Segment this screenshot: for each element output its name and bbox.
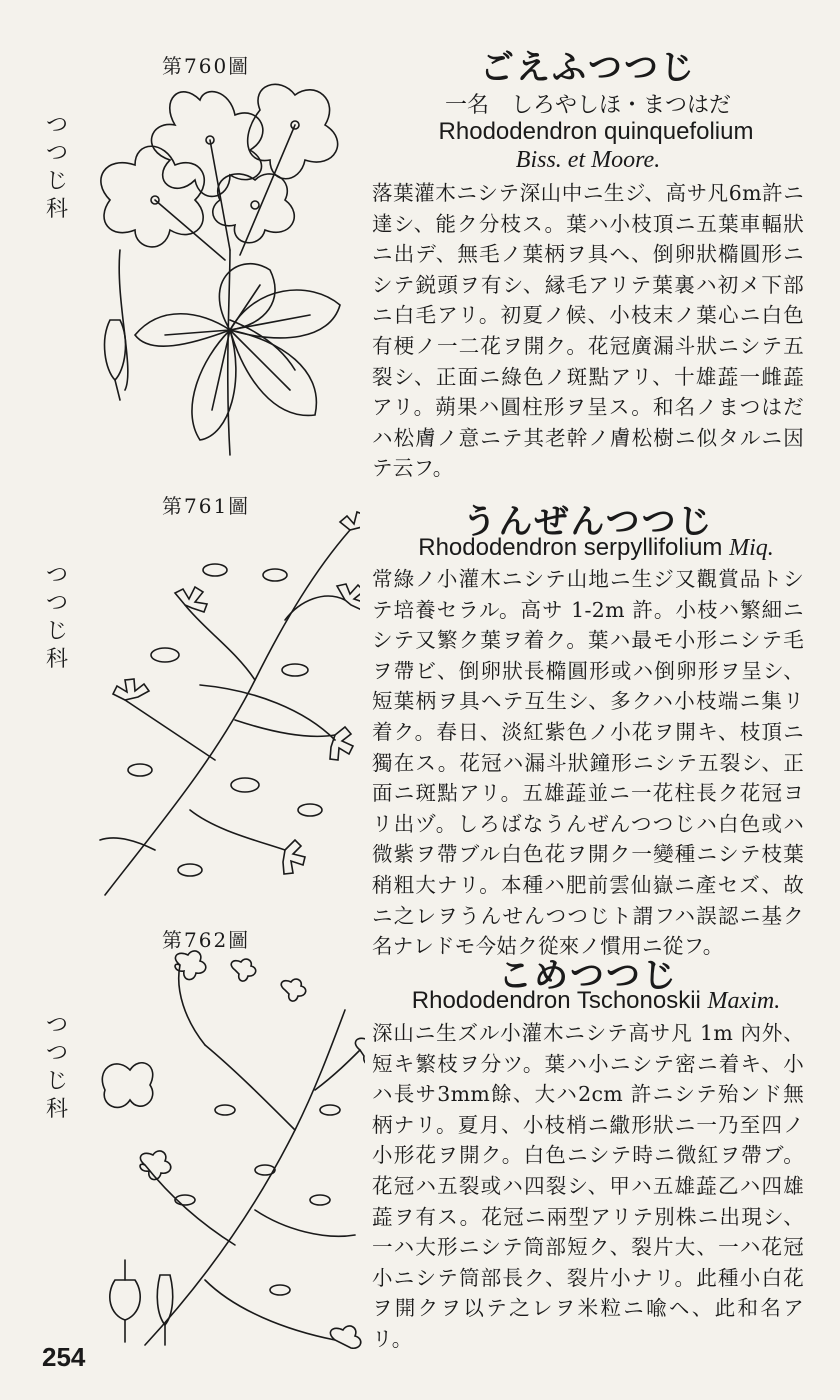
scientific-name bbox=[376, 987, 816, 1015]
page-number: 254 bbox=[42, 1342, 86, 1372]
family-label: つつじ科 bbox=[45, 113, 68, 222]
japanese-name: ごえふつつじ bbox=[480, 48, 696, 88]
family-label: つつじ科 bbox=[45, 1013, 68, 1122]
scientific-binomial: Rhododendron Tschonoskii bbox=[411, 987, 701, 1014]
japanese-name: こめつつじ bbox=[498, 956, 678, 996]
scientific-name bbox=[376, 534, 816, 562]
plant-illustration-icon bbox=[85, 950, 365, 1350]
figure-number: 第760圖 bbox=[162, 54, 251, 78]
author-citation: Maxim. bbox=[707, 988, 781, 1014]
figure-number: 第762圖 bbox=[162, 928, 251, 952]
scientific-name: Rhododendron quinquefolium bbox=[438, 118, 754, 145]
entry-760 bbox=[0, 0, 840, 480]
description: 深山ニ生ズル小灌木ニシテ高サ凡 1m 內外、短キ繁枝ヲ分ツ。葉ハ小ニシテ密ニ着キ、小ハ長サ3mm餘、大ハ2cm 許ニシテ殆ンド無柄ナリ。夏月、小枝梢ニ繖形狀ニ一乃至四ノ小形花ヲ開ク。白色ニシテ時ニ微紅ヲ帶ブ。花冠ハ五裂或ハ四裂シ、甲ハ五雄蕋乙ハ四雄蕋ヲ有ス。花冠ニ兩型アリテ別株ニ出現シ、一ハ大形ニシテ筒部短ク、裂片大、一ハ花冠小ニシテ筒部長ク、裂片小ナリ。此種小白花ヲ開クヲ以テ之レヲ米粒ニ喩ヘ、此和名アリ。 bbox=[372, 1021, 804, 1351]
entry-762 bbox=[0, 920, 840, 1360]
description: 常綠ノ小灌木ニシテ山地ニ生ジ又觀賞品トシテ培養セラル。高サ 1-2m 許。小枝ハ繁細ニシテ又繁ク葉ヲ着ク。葉ハ最モ小形ニシテ毛ヲ帶ビ、倒卵狀長橢圓形或ハ倒卵形ヲ呈シ、短葉柄ヲ具ヘテ互生シ、多クハ小枝端ニ集リ着ク。春日、淡紅紫色ノ小花ヲ開キ、枝頂ニ獨在ス。花冠ハ漏斗狀鐘形ニシテ五裂シ、正面ニ斑點アリ。五雄蕋並ニ一花柱長ク花冠ヨリ出ヅ。しろばなうんぜんつつじハ白色或ハ微紫ヲ帶ブル白色花ヲ開ク一變種ニシテ枝葉稍粗大ナリ。本種ハ肥前雲仙嶽ニ產セズ、故ニ之レヲうんせんつつじト謂フハ誤認ニ基ク名ナレドモ今姑ク從來ノ慣用ニ從フ。 bbox=[372, 567, 804, 959]
author-citation: Miq. bbox=[729, 535, 774, 561]
author-citation: Biss. et Moore. bbox=[515, 147, 661, 173]
plant-illustration-icon bbox=[95, 510, 360, 905]
japanese-name: うんぜんつつじ bbox=[462, 502, 714, 542]
family-label: つつじ科 bbox=[45, 563, 68, 672]
plant-illustration-icon bbox=[80, 70, 370, 470]
description: 落葉灌木ニシテ深山中ニ生ジ、高サ凡6m許ニ達シ、能ク分枝ス。葉ハ小枝頂ニ五葉車輻狀ニ出デ、無毛ノ葉柄ヲ具ヘ、倒卵狀橢圓形ニシテ鋭頭ヲ有シ、縁毛アリテ葉裏ハ初メ下部ニ白毛アリ。初夏ノ候、小枝末ノ葉心ニ白色有梗ノ一二花ヲ開ク。花冠廣漏斗狀ニシテ五裂シ、正面ニ綠色ノ斑點アリ、十雄蕋一雌蕋アリ。蒴果ハ圓柱形ヲ呈ス。和名ノまつはだハ松膚ノ意ニテ其老幹ノ膚松樹ニ似タルニ因テ云フ。 bbox=[372, 181, 804, 481]
alternate-name: 一名 しろやしほ・まつはだ bbox=[444, 93, 731, 118]
scientific-binomial: Rhododendron serpyllifolium bbox=[418, 534, 723, 561]
figure-number: 第761圖 bbox=[162, 494, 251, 518]
